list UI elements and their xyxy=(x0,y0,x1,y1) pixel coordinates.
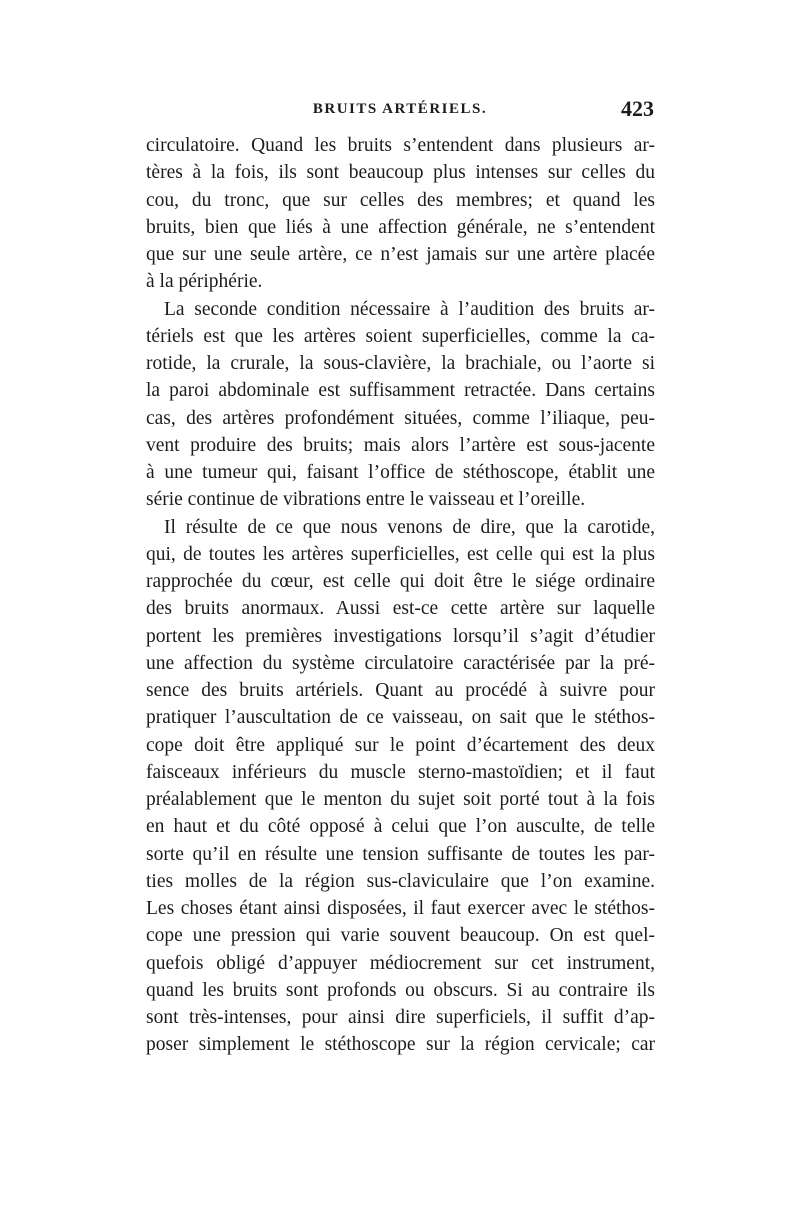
body-text xyxy=(146,132,655,1059)
text-line: rapprochée du cœur, est celle qui doit être le siége ordinaire xyxy=(146,571,655,592)
text-line: portent les premières investigations lorsqu’il s’agit d’étudier xyxy=(146,625,655,647)
text-line: à une tumeur qui, faisant l’office de stéthoscope, établit une xyxy=(146,462,655,483)
text-line: faisceaux inférieurs du muscle sterno-mastoïdien; et il faut xyxy=(146,761,655,783)
text-line: cope doit être appliqué sur le point d’écartement des deux xyxy=(146,734,655,756)
text-line: tères à la fois, ils sont beaucoup plus intenses sur celles du xyxy=(146,162,655,184)
text-line: rotide, la crurale, la sous-clavière, la brachiale, ou l’aorte si xyxy=(146,353,655,374)
text-line: des bruits anormaux. Aussi est-ce cette artère sur laquelle xyxy=(146,598,655,620)
text-line: la paroi abdominale est suffisamment retractée. Dans certains xyxy=(146,380,655,402)
text-line: à la périphérie. xyxy=(146,271,263,293)
page-number: 423 xyxy=(621,96,654,121)
text-line: tériels est que les artères soient superficielles, comme la ca- xyxy=(146,325,655,347)
text-line: sont très-intenses, pour ainsi dire superficiels, il suffit d’ap- xyxy=(146,1007,655,1028)
text-line: en haut et du côté opposé à celui que l’on ausculte, de telle xyxy=(146,816,655,838)
text-line: Les choses étant ainsi disposées, il faut exercer avec le stéthos- xyxy=(146,898,655,919)
text-line: préalablement que le menton du sujet soit porté tout à la fois xyxy=(146,789,655,810)
text-line: poser simplement le stéthoscope sur la région cervicale; car xyxy=(146,1034,655,1056)
text-line: vent produire des bruits; mais alors l’artère est sous-jacente xyxy=(146,434,655,456)
text-line: ties molles de la région sus-claviculaire que l’on examine. xyxy=(146,870,655,892)
text-line: quefois obligé d’appuyer médiocrement sur cet instrument, xyxy=(146,952,655,974)
text-line: qui, de toutes les artères superficielles, est celle qui est la plus xyxy=(146,543,655,565)
running-title: BRUITS ARTÉRIELS. xyxy=(312,101,488,117)
text-line: circulatoire. Quand les bruits s’entendent dans plusieurs ar- xyxy=(146,135,655,156)
text-line: cas, des artères profondément situées, comme l’iliaque, peu- xyxy=(146,407,655,429)
text-line: sorte qu’il en résulte une tension suffisante de toutes les par- xyxy=(146,843,655,865)
text-line: série continue de vibrations entre le vaisseau et l’oreille. xyxy=(146,489,586,511)
text-line: que sur une seule artère, ce n’est jamais sur une artère placée xyxy=(146,244,655,265)
text-line: pratiquer l’auscultation de ce vaisseau, on sait que le stéthos- xyxy=(146,707,655,729)
text-line: cope une pression qui varie souvent beaucoup. On est quel- xyxy=(146,925,655,947)
text-line: quand les bruits sont profonds ou obscurs. Si au contraire ils xyxy=(146,979,655,1001)
text-line: sence des bruits artériels. Quant au procédé à suivre pour xyxy=(146,680,655,701)
running-head xyxy=(146,94,654,124)
text-line: La seconde condition nécessaire à l’audition des bruits ar- xyxy=(164,298,655,320)
text-line: une affection du système circulatoire caractérisée par la pré- xyxy=(146,652,655,674)
text-line: bruits, bien que liés à une affection générale, ne s’entendent xyxy=(146,216,655,238)
text-line: cou, du tronc, que sur celles des membres; et quand les xyxy=(146,189,655,211)
text-line: Il résulte de ce que nous venons de dire, que la carotide, xyxy=(164,516,655,538)
